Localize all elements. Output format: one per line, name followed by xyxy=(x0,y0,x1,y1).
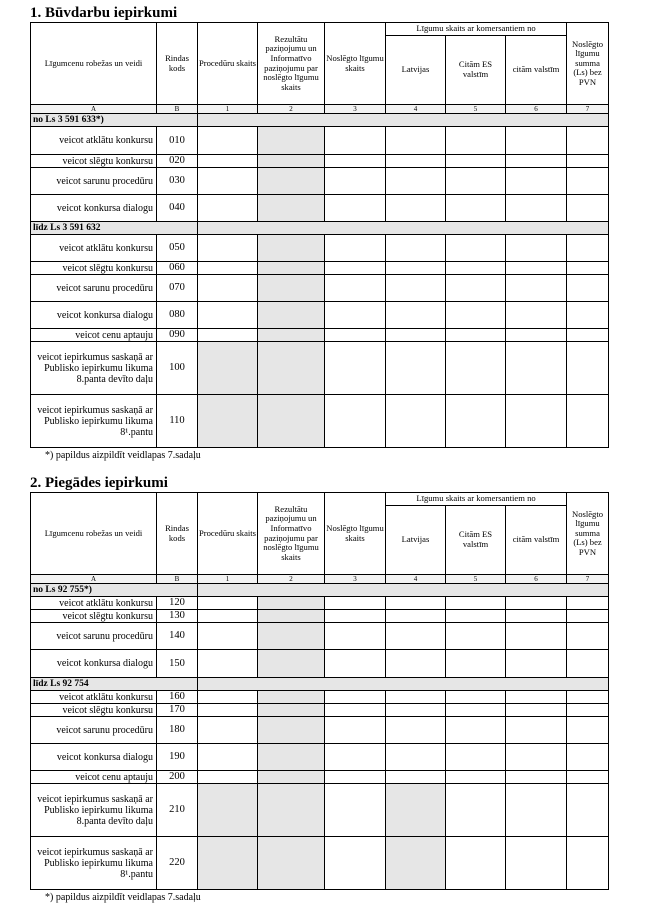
header-col-a: Līgumcenu robežas un veidi xyxy=(31,493,157,575)
cell[interactable] xyxy=(325,597,386,610)
cell[interactable] xyxy=(567,262,609,275)
cell[interactable] xyxy=(386,597,446,610)
cell-shaded xyxy=(258,127,325,155)
row-label: veicot iepirkumus saskaņā ar Publisko iepirkumu likuma 8¹.pantu xyxy=(31,395,157,448)
cell[interactable] xyxy=(567,597,609,610)
cell[interactable] xyxy=(506,771,567,784)
colnum-3: 3 xyxy=(325,575,386,584)
row-code: 150 xyxy=(157,650,198,678)
cell[interactable] xyxy=(198,168,258,195)
colnum-3: 3 xyxy=(325,105,386,114)
row-label: veicot sarunu procedūru xyxy=(31,717,157,744)
cell[interactable] xyxy=(506,717,567,744)
cell[interactable] xyxy=(567,235,609,262)
cell-shaded xyxy=(258,837,325,890)
cell[interactable] xyxy=(198,717,258,744)
cell[interactable] xyxy=(446,395,506,448)
cell[interactable] xyxy=(506,691,567,704)
row-code: 220 xyxy=(157,837,198,890)
cell[interactable] xyxy=(325,610,386,623)
row-code: 070 xyxy=(157,275,198,302)
section-title: 1. Būvdarbu iepirkumi xyxy=(30,5,178,21)
row-label: veicot konkursa dialogu xyxy=(31,195,157,222)
cell[interactable] xyxy=(198,195,258,222)
cell[interactable] xyxy=(446,744,506,771)
row-code: 210 xyxy=(157,784,198,837)
row-label: veicot iepirkumus saskaņā ar Publisko iepirkumu likuma 8.panta devīto daļu xyxy=(31,784,157,837)
cell[interactable] xyxy=(325,127,386,155)
cell[interactable] xyxy=(198,262,258,275)
colnum-b: B xyxy=(157,575,198,584)
header-col-5: Citām ES valstīm xyxy=(446,36,506,105)
row-label: veicot sarunu procedūru xyxy=(31,623,157,650)
cell[interactable] xyxy=(567,195,609,222)
group-label: līdz Ls 3 591 632 xyxy=(31,222,198,235)
row-code: 040 xyxy=(157,195,198,222)
cell[interactable] xyxy=(325,235,386,262)
cell-shaded xyxy=(258,610,325,623)
cell[interactable] xyxy=(198,155,258,168)
row-code: 160 xyxy=(157,691,198,704)
row-code: 060 xyxy=(157,262,198,275)
cell[interactable] xyxy=(446,610,506,623)
report-table xyxy=(30,492,609,890)
row-label: veicot slēgtu konkursu xyxy=(31,262,157,275)
cell[interactable] xyxy=(198,691,258,704)
colnum-2: 2 xyxy=(258,575,325,584)
cell-shaded xyxy=(258,342,325,395)
cell[interactable] xyxy=(567,329,609,342)
cell[interactable] xyxy=(198,771,258,784)
header-col-1: Procedūru skaits xyxy=(198,23,258,105)
colnum-6: 6 xyxy=(506,575,567,584)
cell[interactable] xyxy=(567,784,609,837)
cell[interactable] xyxy=(325,784,386,837)
cell[interactable] xyxy=(386,235,446,262)
cell[interactable] xyxy=(325,771,386,784)
header-col-a: Līgumcenu robežas un veidi xyxy=(31,23,157,105)
cell[interactable] xyxy=(198,235,258,262)
row-code: 030 xyxy=(157,168,198,195)
cell[interactable] xyxy=(386,155,446,168)
cell[interactable] xyxy=(506,784,567,837)
cell[interactable] xyxy=(567,275,609,302)
row-code: 170 xyxy=(157,704,198,717)
cell[interactable] xyxy=(386,329,446,342)
row-label: veicot atklātu konkursu xyxy=(31,235,157,262)
header-col-b: Rindas kods xyxy=(157,23,198,105)
colnum-a: A xyxy=(31,105,157,114)
cell[interactable] xyxy=(325,302,386,329)
cell[interactable] xyxy=(567,837,609,890)
cell[interactable] xyxy=(198,623,258,650)
footnote: *) papildus aizpildīt veidlapas 7.sadaļu xyxy=(45,450,201,461)
section-piegades xyxy=(20,474,638,903)
row-label: veicot sarunu procedūru xyxy=(31,168,157,195)
cell[interactable] xyxy=(446,262,506,275)
cell[interactable] xyxy=(386,342,446,395)
cell[interactable] xyxy=(567,342,609,395)
cell[interactable] xyxy=(506,329,567,342)
cell-shaded xyxy=(258,155,325,168)
cell[interactable] xyxy=(386,771,446,784)
cell[interactable] xyxy=(386,650,446,678)
header-group: Līgumu skaits ar komersantiem no xyxy=(386,493,567,506)
cell-shaded xyxy=(258,262,325,275)
cell[interactable] xyxy=(506,610,567,623)
cell[interactable] xyxy=(446,195,506,222)
colnum-7: 7 xyxy=(567,575,609,584)
cell[interactable] xyxy=(325,195,386,222)
row-label: veicot atklātu konkursu xyxy=(31,597,157,610)
cell[interactable] xyxy=(386,195,446,222)
section-buvdarbi xyxy=(20,4,638,461)
row-code: 100 xyxy=(157,342,198,395)
cell[interactable] xyxy=(198,329,258,342)
cell-shaded xyxy=(258,704,325,717)
cell[interactable] xyxy=(506,342,567,395)
cell-shaded xyxy=(258,744,325,771)
cell[interactable] xyxy=(506,275,567,302)
header-col-7: Noslēgto līgumu summa (Ls) bez PVN xyxy=(567,493,609,575)
cell[interactable] xyxy=(567,691,609,704)
cell[interactable] xyxy=(325,744,386,771)
row-code: 200 xyxy=(157,771,198,784)
cell[interactable] xyxy=(386,610,446,623)
cell[interactable] xyxy=(567,744,609,771)
cell-shaded xyxy=(258,597,325,610)
cell[interactable] xyxy=(567,717,609,744)
cell[interactable] xyxy=(446,168,506,195)
row-label: veicot atklātu konkursu xyxy=(31,691,157,704)
cell[interactable] xyxy=(567,623,609,650)
cell[interactable] xyxy=(446,623,506,650)
cell-shaded xyxy=(386,837,446,890)
cell[interactable] xyxy=(325,342,386,395)
row-code: 120 xyxy=(157,597,198,610)
cell[interactable] xyxy=(446,342,506,395)
cell[interactable] xyxy=(198,650,258,678)
section-title: 2. Piegādes iepirkumi xyxy=(30,475,168,491)
row-code: 110 xyxy=(157,395,198,448)
row-label: veicot iepirkumus saskaņā ar Publisko iepirkumu likuma 8.panta devīto daļu xyxy=(31,342,157,395)
header-col-3: Noslēgto līgumu skaits xyxy=(325,493,386,575)
row-code: 010 xyxy=(157,127,198,155)
cell[interactable] xyxy=(506,302,567,329)
row-label: veicot slēgtu konkursu xyxy=(31,704,157,717)
row-label: veicot cenu aptauju xyxy=(31,329,157,342)
cell[interactable] xyxy=(325,262,386,275)
cell[interactable] xyxy=(325,155,386,168)
row-label: veicot konkursa dialogu xyxy=(31,302,157,329)
row-label: veicot cenu aptauju xyxy=(31,771,157,784)
header-col-2: Rezultātu paziņojumu un Informatīvo paziņojumu par noslēgto līgumu skaits xyxy=(258,23,325,105)
row-label: veicot slēgtu konkursu xyxy=(31,610,157,623)
cell-shaded xyxy=(258,275,325,302)
row-code: 180 xyxy=(157,717,198,744)
colnum-5: 5 xyxy=(446,575,506,584)
cell[interactable] xyxy=(506,704,567,717)
row-code: 140 xyxy=(157,623,198,650)
cell[interactable] xyxy=(567,155,609,168)
row-code: 090 xyxy=(157,329,198,342)
cell[interactable] xyxy=(325,717,386,744)
cell[interactable] xyxy=(506,395,567,448)
cell[interactable] xyxy=(446,597,506,610)
header-col-2: Rezultātu paziņojumu un Informatīvo paziņojumu par noslēgto līgumu skaits xyxy=(258,493,325,575)
cell[interactable] xyxy=(567,610,609,623)
colnum-a: A xyxy=(31,575,157,584)
cell[interactable] xyxy=(386,262,446,275)
cell[interactable] xyxy=(325,395,386,448)
cell[interactable] xyxy=(506,168,567,195)
cell-shaded xyxy=(258,784,325,837)
cell[interactable] xyxy=(386,395,446,448)
cell[interactable] xyxy=(446,302,506,329)
cell-shaded xyxy=(198,395,258,448)
colnum-1: 1 xyxy=(198,105,258,114)
cell-shaded xyxy=(258,771,325,784)
row-code: 080 xyxy=(157,302,198,329)
cell-shaded xyxy=(258,195,325,222)
cell[interactable] xyxy=(325,275,386,302)
cell[interactable] xyxy=(386,623,446,650)
cell-shaded xyxy=(258,235,325,262)
cell[interactable] xyxy=(506,262,567,275)
colnum-4: 4 xyxy=(386,575,446,584)
cell[interactable] xyxy=(446,127,506,155)
cell-shaded xyxy=(198,784,258,837)
cell-shaded xyxy=(386,784,446,837)
header-col-4: Latvijas xyxy=(386,506,446,575)
group-label: no Ls 3 591 633*) xyxy=(31,114,198,127)
colnum-4: 4 xyxy=(386,105,446,114)
colnum-7: 7 xyxy=(567,105,609,114)
header-group: Līgumu skaits ar komersantiem no xyxy=(386,23,567,36)
cell[interactable] xyxy=(506,127,567,155)
group-fill xyxy=(198,584,609,597)
cell[interactable] xyxy=(506,155,567,168)
group-fill xyxy=(198,114,609,127)
cell[interactable] xyxy=(198,610,258,623)
cell[interactable] xyxy=(506,744,567,771)
cell[interactable] xyxy=(506,837,567,890)
cell[interactable] xyxy=(567,771,609,784)
cell[interactable] xyxy=(325,650,386,678)
row-code: 190 xyxy=(157,744,198,771)
cell-shaded xyxy=(198,342,258,395)
header-col-6: citām valstīm xyxy=(506,506,567,575)
header-col-7: Noslēgto līgumu summa (Ls) bez PVN xyxy=(567,23,609,105)
cell-shaded xyxy=(258,717,325,744)
header-col-3: Noslēgto līgumu skaits xyxy=(325,23,386,105)
row-label: veicot slēgtu konkursu xyxy=(31,155,157,168)
cell[interactable] xyxy=(386,704,446,717)
cell[interactable] xyxy=(446,691,506,704)
cell[interactable] xyxy=(567,650,609,678)
row-label: veicot konkursa dialogu xyxy=(31,650,157,678)
cell[interactable] xyxy=(567,302,609,329)
report-table xyxy=(30,22,609,448)
row-code: 020 xyxy=(157,155,198,168)
cell[interactable] xyxy=(386,691,446,704)
cell-shaded xyxy=(258,395,325,448)
cell-shaded xyxy=(258,302,325,329)
cell-shaded xyxy=(198,837,258,890)
cell[interactable] xyxy=(446,155,506,168)
cell[interactable] xyxy=(506,650,567,678)
row-code: 050 xyxy=(157,235,198,262)
cell[interactable] xyxy=(446,717,506,744)
cell[interactable] xyxy=(506,623,567,650)
cell[interactable] xyxy=(198,127,258,155)
header-col-1: Procedūru skaits xyxy=(198,493,258,575)
cell[interactable] xyxy=(567,704,609,717)
group-fill xyxy=(198,222,609,235)
header-col-6: citām valstīm xyxy=(506,36,567,105)
cell[interactable] xyxy=(446,784,506,837)
cell[interactable] xyxy=(446,704,506,717)
cell[interactable] xyxy=(386,127,446,155)
cell[interactable] xyxy=(325,837,386,890)
cell[interactable] xyxy=(198,275,258,302)
cell[interactable] xyxy=(446,837,506,890)
cell[interactable] xyxy=(567,395,609,448)
cell[interactable] xyxy=(198,744,258,771)
colnum-5: 5 xyxy=(446,105,506,114)
cell[interactable] xyxy=(567,168,609,195)
header-col-5: Citām ES valstīm xyxy=(446,506,506,575)
cell[interactable] xyxy=(386,717,446,744)
cell[interactable] xyxy=(446,329,506,342)
cell[interactable] xyxy=(446,235,506,262)
colnum-6: 6 xyxy=(506,105,567,114)
cell-shaded xyxy=(258,691,325,704)
row-label: veicot iepirkumus saskaņā ar Publisko iepirkumu likuma 8¹.pantu xyxy=(31,837,157,890)
cell[interactable] xyxy=(506,195,567,222)
colnum-2: 2 xyxy=(258,105,325,114)
cell[interactable] xyxy=(386,275,446,302)
cell[interactable] xyxy=(386,168,446,195)
cell-shaded xyxy=(258,650,325,678)
cell-shaded xyxy=(258,623,325,650)
cell[interactable] xyxy=(506,235,567,262)
cell[interactable] xyxy=(446,771,506,784)
header-col-b: Rindas kods xyxy=(157,493,198,575)
footnote: *) papildus aizpildīt veidlapas 7.sadaļu xyxy=(45,892,201,903)
cell-shaded xyxy=(258,329,325,342)
cell[interactable] xyxy=(446,275,506,302)
cell[interactable] xyxy=(325,168,386,195)
colnum-1: 1 xyxy=(198,575,258,584)
cell[interactable] xyxy=(506,597,567,610)
cell[interactable] xyxy=(325,691,386,704)
cell[interactable] xyxy=(325,704,386,717)
cell[interactable] xyxy=(386,302,446,329)
group-label: no Ls 92 755*) xyxy=(31,584,198,597)
cell[interactable] xyxy=(325,623,386,650)
row-label: veicot konkursa dialogu xyxy=(31,744,157,771)
row-code: 130 xyxy=(157,610,198,623)
cell[interactable] xyxy=(325,329,386,342)
cell[interactable] xyxy=(198,302,258,329)
group-fill xyxy=(198,678,609,691)
cell[interactable] xyxy=(198,597,258,610)
row-label: veicot sarunu procedūru xyxy=(31,275,157,302)
cell[interactable] xyxy=(446,650,506,678)
cell[interactable] xyxy=(567,127,609,155)
cell-shaded xyxy=(258,168,325,195)
cell[interactable] xyxy=(198,704,258,717)
row-label: veicot atklātu konkursu xyxy=(31,127,157,155)
cell[interactable] xyxy=(386,744,446,771)
colnum-b: B xyxy=(157,105,198,114)
header-col-4: Latvijas xyxy=(386,36,446,105)
group-label: līdz Ls 92 754 xyxy=(31,678,198,691)
